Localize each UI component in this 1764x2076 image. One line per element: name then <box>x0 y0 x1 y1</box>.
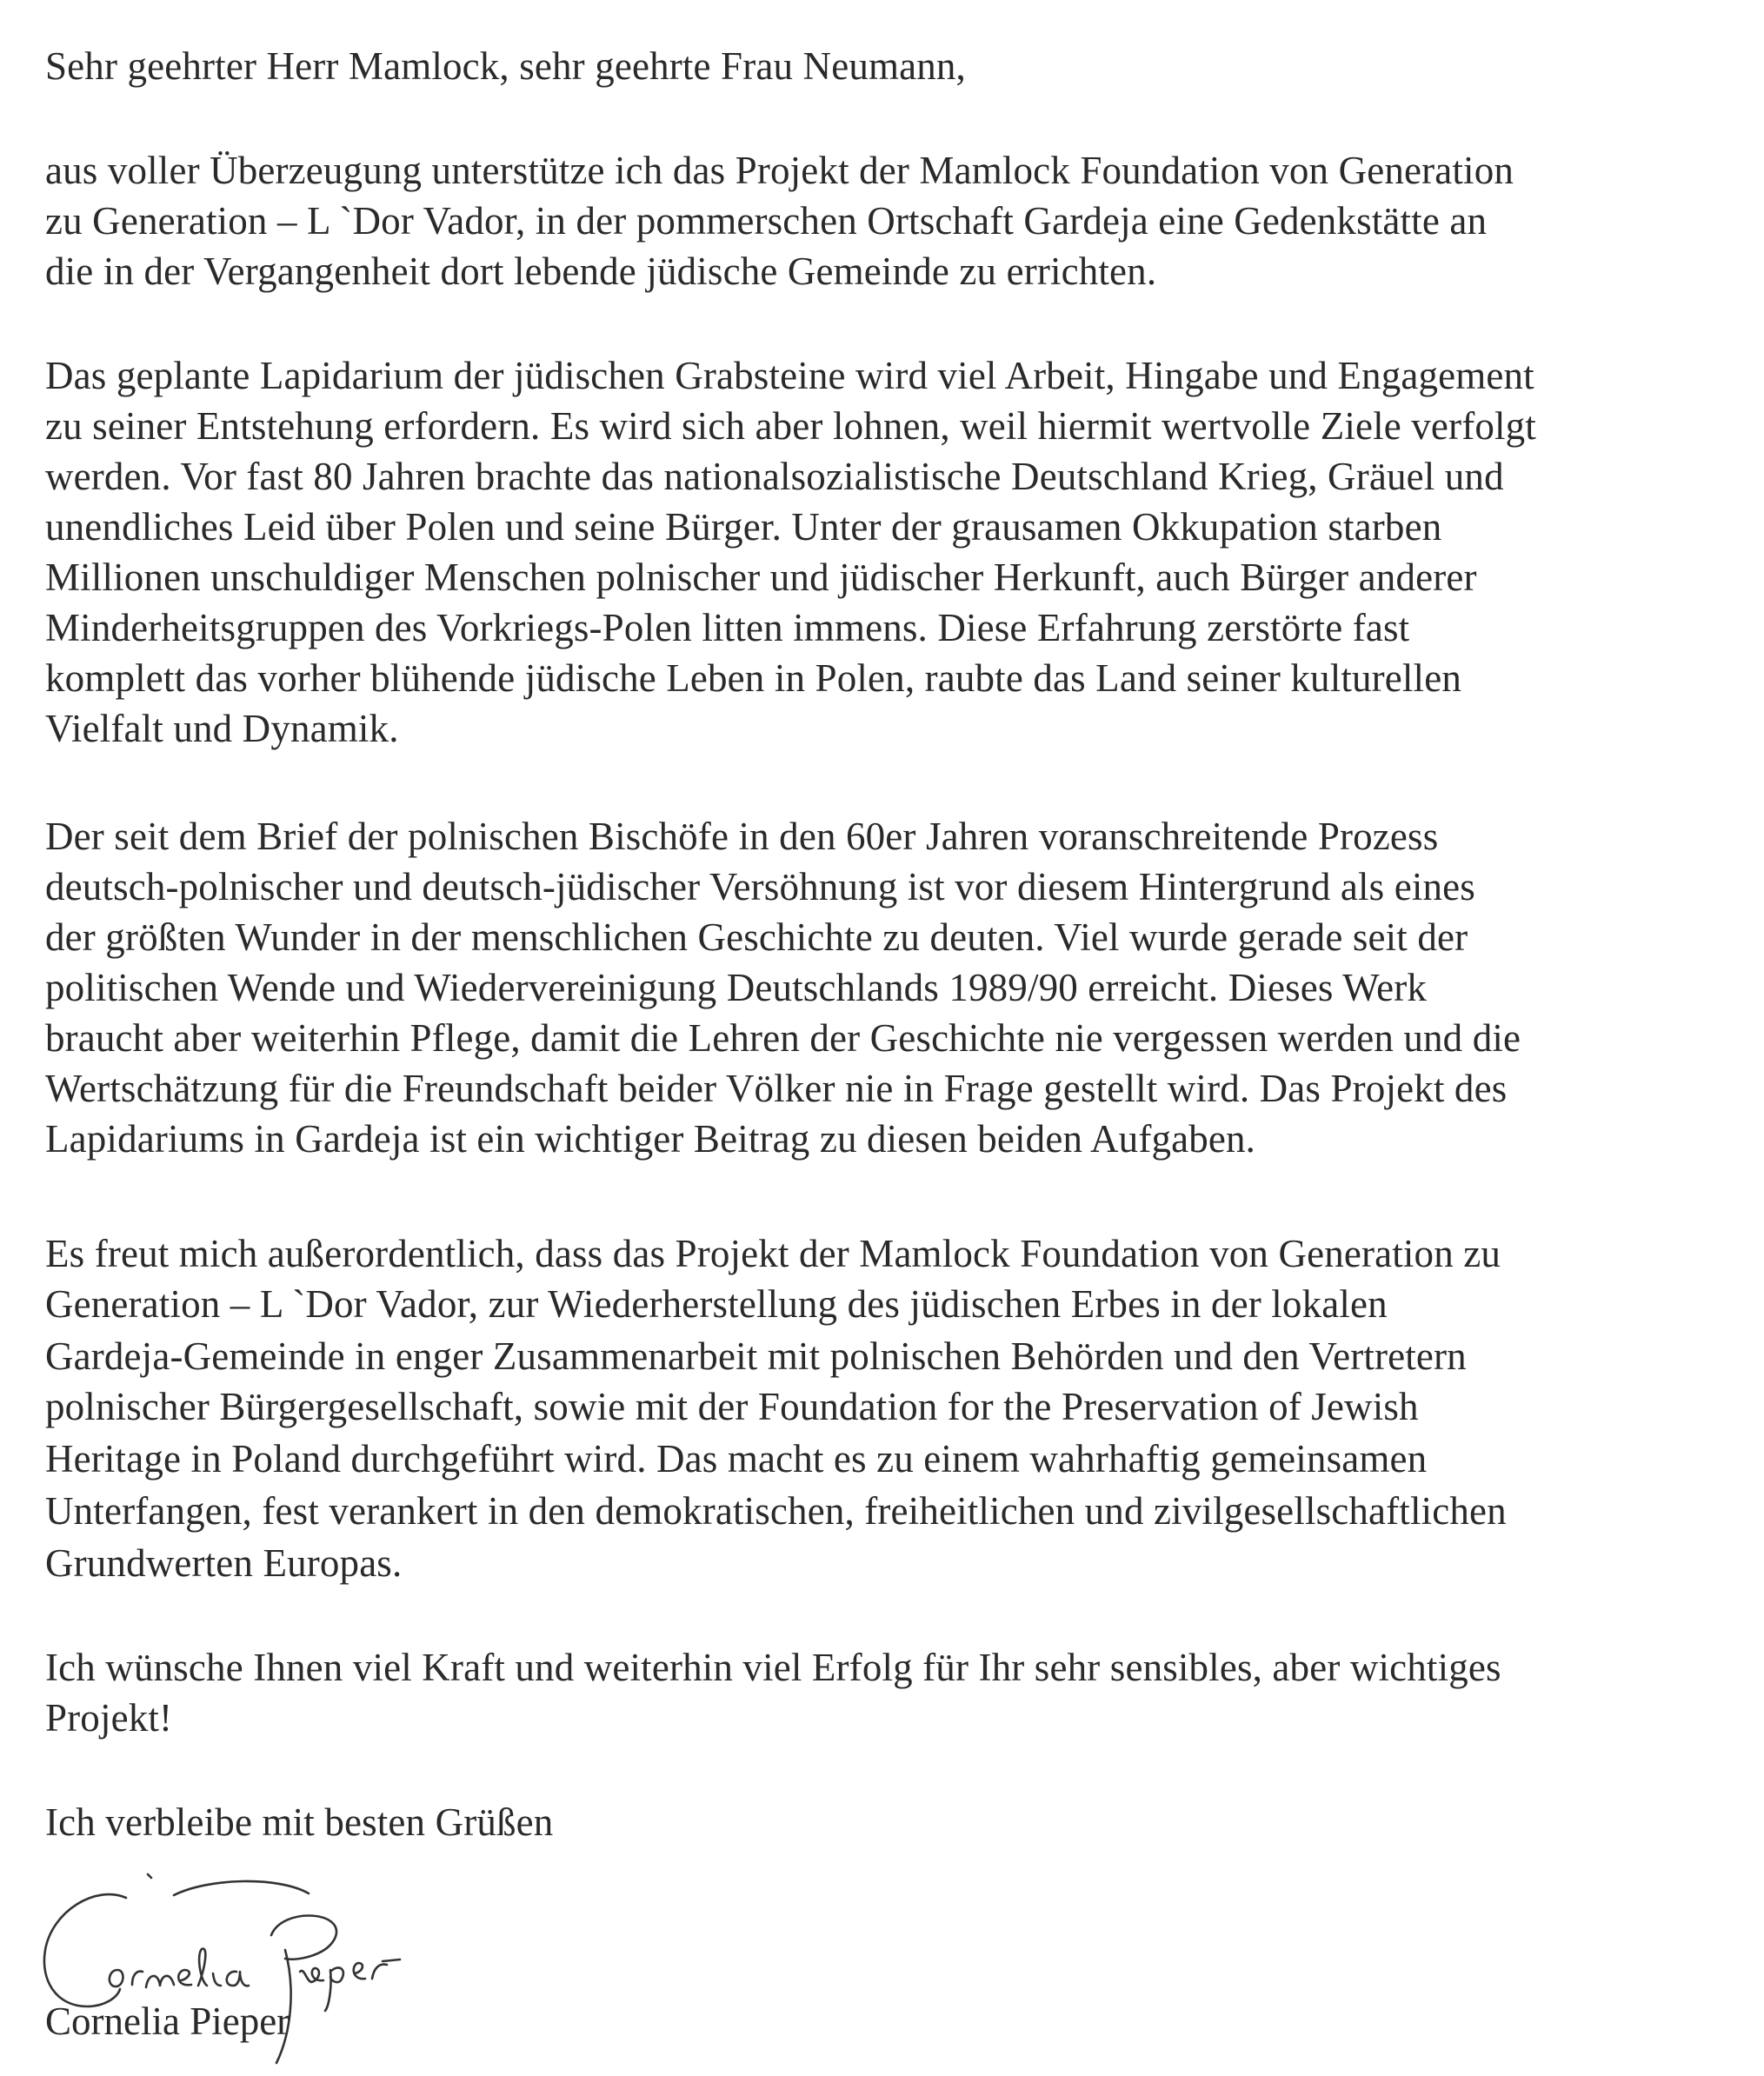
paragraph-4-line: Es freut mich außerordentlich, dass das Projekt der Mamlock Foundation von Generation zu <box>45 1232 1501 1275</box>
signature-block <box>35 1859 556 2076</box>
paragraph-2-line: Vielfalt und Dynamik. <box>45 707 399 750</box>
paragraph-1-line: die in der Vergangenheit dort lebende jüdische Gemeinde zu errichten. <box>45 250 1157 293</box>
paragraph-2-line: Minderheitsgruppen des Vorkriegs-Polen litten immens. Diese Erfahrung zerstörte fast <box>45 606 1410 649</box>
paragraph-4-line: Unterfangen, fest verankert in den demokratischen, freiheitlichen und zivilgesellschaftlichen <box>45 1489 1507 1533</box>
paragraph-2-line: Das geplante Lapidarium der jüdischen Grabsteine wird viel Arbeit, Hingabe und Engagement <box>45 354 1534 397</box>
paragraph-3-line: Wertschätzung für die Freundschaft beider Völker nie in Frage gestellt wird. Das Projekt des <box>45 1067 1508 1110</box>
paragraph-2-line: komplett das vorher blühende jüdische Leben in Polen, raubte das Land seiner kulturellen <box>45 656 1461 700</box>
paragraph-3-line: politischen Wende und Wiedervereinigung Deutschlands 1989/90 erreicht. Dieses Werk <box>45 966 1428 1009</box>
paragraph-3-line: Der seit dem Brief der polnischen Bischöfe in den 60er Jahren voranschreitende Prozess <box>45 815 1439 858</box>
paragraph-2-line: unendliches Leid über Polen und seine Bürger. Unter der grausamen Okkupation starben <box>45 505 1442 549</box>
paragraph-4-line: Gardeja-Gemeinde in enger Zusammenarbeit mit polnischen Behörden und den Vertretern <box>45 1334 1467 1378</box>
letter-page <box>45 0 1732 2076</box>
salutation: Sehr geehrter Herr Mamlock, sehr geehrte Frau Neumann, <box>45 44 966 88</box>
paragraph-4-line: Grundwerten Europas. <box>45 1541 403 1585</box>
paragraph-2-line: werden. Vor fast 80 Jahren brachte das nationalsozialistische Deutschland Krieg, Gräuel und <box>45 455 1504 498</box>
paragraph-5-line: Projekt! <box>45 1696 173 1740</box>
paragraph-2-line: Millionen unschuldiger Menschen polnischer und jüdischer Herkunft, auch Bürger anderer <box>45 556 1477 599</box>
paragraph-5-line: Ich wünsche Ihnen viel Kraft und weiterhin viel Erfolg für Ihr sehr sensibles, aber wichtiges <box>45 1646 1501 1689</box>
paragraph-1-line: aus voller Überzeugung unterstütze ich das Projekt der Mamlock Foundation von Generation <box>45 149 1514 192</box>
paragraph-3-line: Lapidariums in Gardeja ist ein wichtiger Beitrag zu diesen beiden Aufgaben. <box>45 1117 1256 1161</box>
paragraph-1-line: zu Generation – L `Dor Vador, in der pommerschen Ortschaft Gardeja eine Gedenkstätte an <box>45 199 1488 243</box>
signer-name: Cornelia Pieper <box>45 1999 290 2043</box>
closing: Ich verbleibe mit besten Grüßen <box>45 1800 554 1844</box>
paragraph-3-line: braucht aber weiterhin Pflege, damit die Lehren der Geschichte nie vergessen werden und die <box>45 1016 1521 1060</box>
paragraph-3-line: der größten Wunder in der menschlichen Geschichte zu deuten. Viel wurde gerade seit der <box>45 915 1468 959</box>
paragraph-2-line: zu seiner Entstehung erfordern. Es wird sich aber lohnen, weil hiermit wertvolle Ziele verfolgt <box>45 404 1536 448</box>
paragraph-3-line: deutsch-polnischer und deutsch-jüdischer Versöhnung ist vor diesem Hintergrund als eines <box>45 865 1475 908</box>
paragraph-4-line: Heritage in Poland durchgeführt wird. Das macht es zu einem wahrhaftig gemeinsamen <box>45 1437 1428 1480</box>
paragraph-4-line: Generation – L `Dor Vador, zur Wiederherstellung des jüdischen Erbes in der lokalen <box>45 1282 1388 1326</box>
paragraph-4-line: polnischer Bürgergesellschaft, sowie mit der Foundation for the Preservation of Jewish <box>45 1385 1419 1428</box>
